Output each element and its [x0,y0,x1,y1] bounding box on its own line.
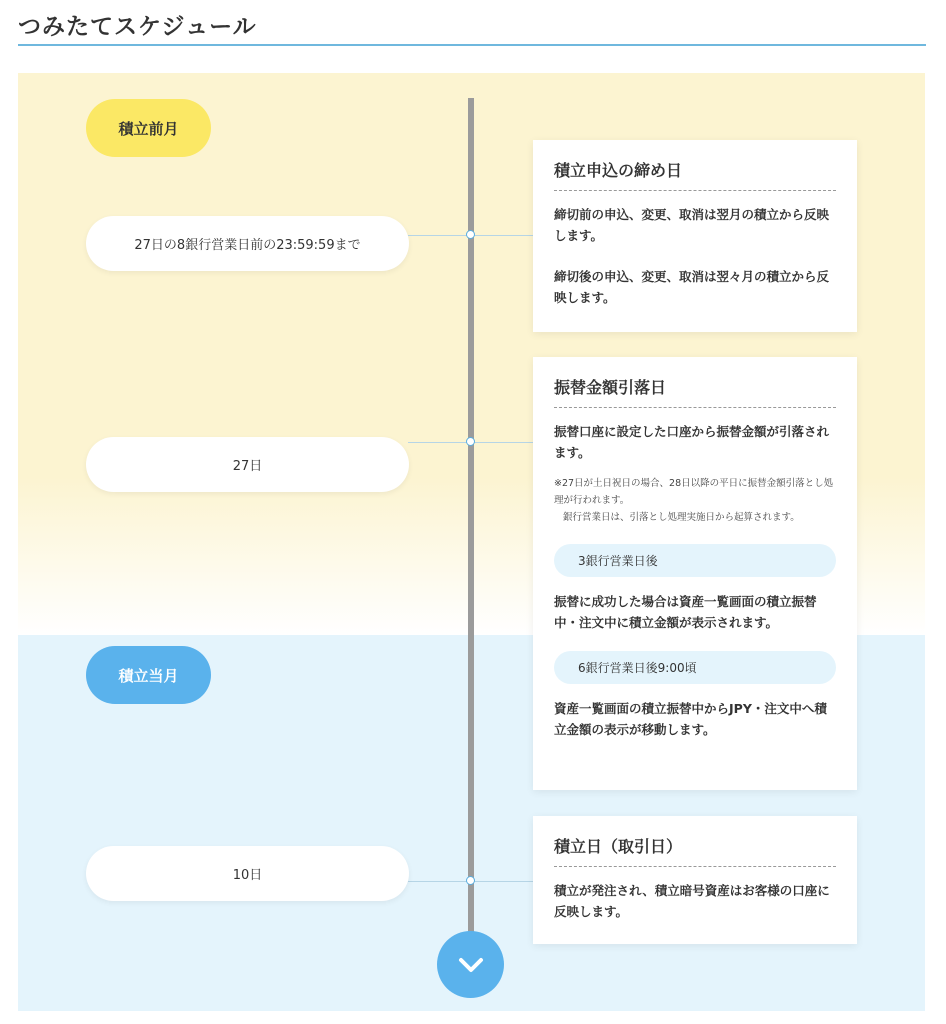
month-label-current: 積立当月 [86,646,211,704]
date-pill-purchase: 10日 [86,846,409,901]
chevron-down-icon [456,955,486,975]
card-purchase [533,816,857,944]
step-text-3-days: 振替に成功した場合は資産一覧画面の積立振替中・注文中に積立金額が表示されます。 [554,594,817,630]
step-label-6-days: 6銀行営業日後9:00頃 [554,651,836,684]
page-title: つみたてスケジュール [18,14,257,40]
timeline-dot-purchase [466,876,475,885]
scroll-down-button[interactable] [437,931,504,998]
timeline-dot-debit [466,437,475,446]
card-deadline-text-before: 締切前の申込、変更、取消は翌月の積立から反映します。 [554,207,830,243]
card-debit-note: ※27日が土日祝日の場合、28日以降の平日に振替金額引落とし処理が行われます。 [554,478,834,506]
card-debit-title: 振替金額引落日 [554,375,836,408]
card-purchase-text: 積立が発注され、積立暗号資産はお客様の口座に反映します。 [554,883,830,919]
step-text-6-days: 資産一覧画面の積立振替中からJPY・注文中へ積立金額の表示が移動します。 [554,701,827,737]
month-label-prev: 積立前月 [86,99,211,157]
card-debit [533,357,857,790]
card-debit-text: 振替口座に設定した口座から振替金額が引落されます。 [554,424,830,460]
timeline-dot-deadline [466,230,475,239]
step-label-3-days: 3銀行営業日後 [554,544,836,577]
date-pill-deadline: 27日の8銀行営業日前の23:59:59まで [86,216,409,271]
date-pill-debit: 27日 [86,437,409,492]
card-deadline [533,140,857,332]
title-divider [18,44,926,46]
card-purchase-title: 積立日（取引日） [554,834,836,867]
card-deadline-title: 積立申込の締め日 [554,158,836,191]
schedule-timeline [18,73,925,1011]
card-deadline-text-after: 締切後の申込、変更、取消は翌々月の積立から反映します。 [554,269,830,305]
card-debit-note-business-day: 銀行営業日は、引落とし処理実施日から起算されます。 [563,512,800,523]
